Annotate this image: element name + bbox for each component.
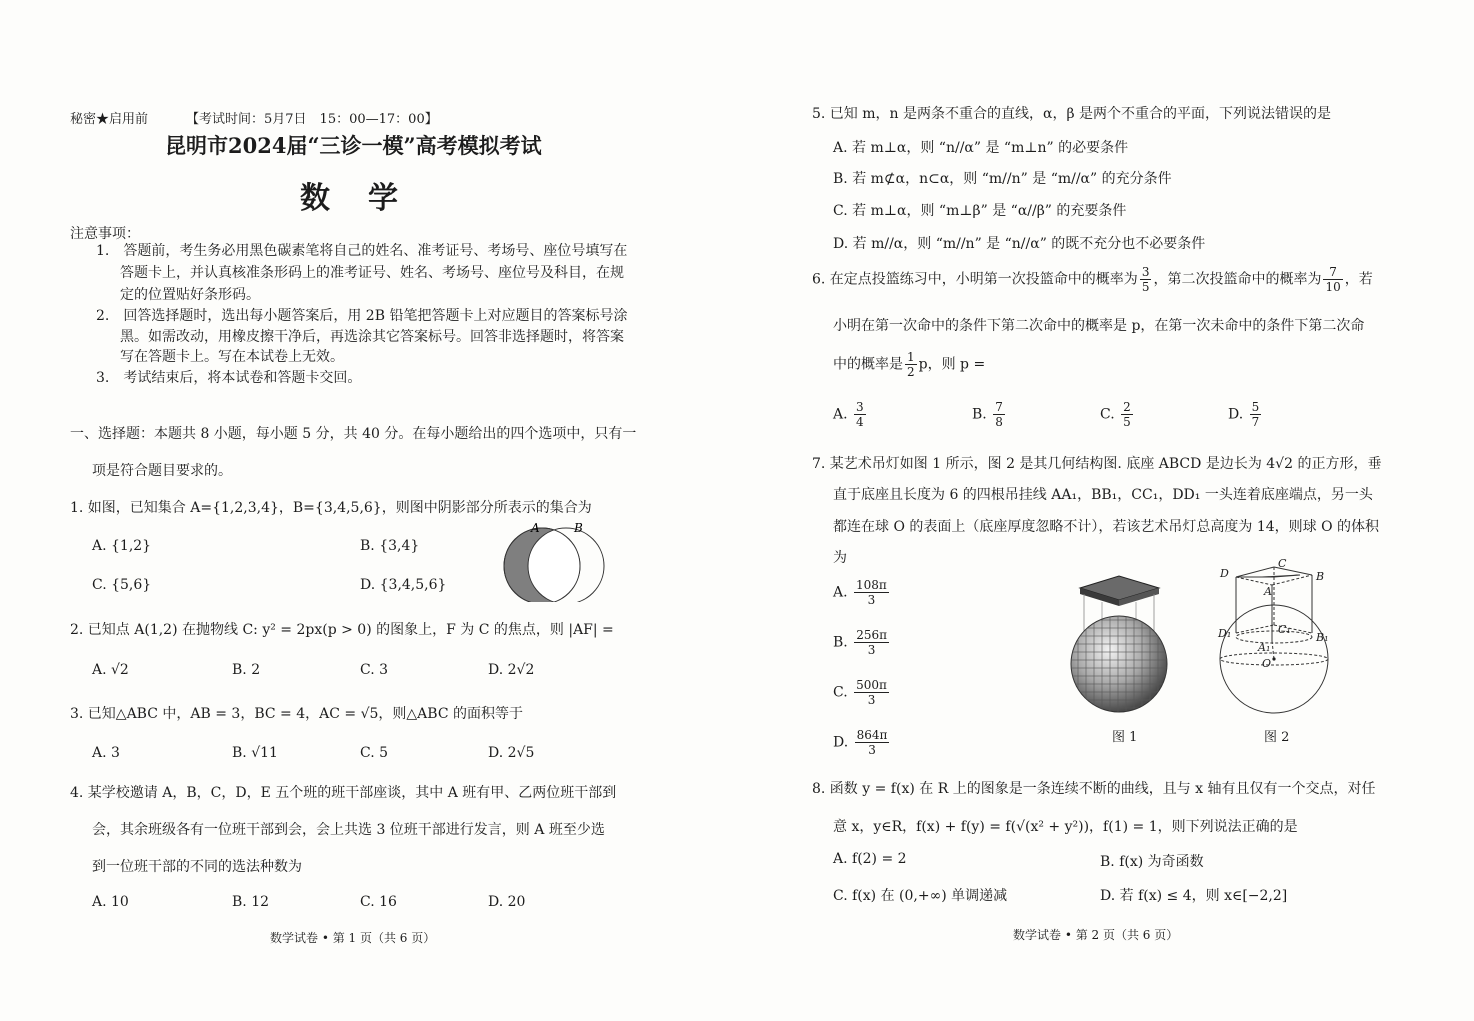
- notice-heading: 注意事项：: [70, 226, 140, 242]
- q6-option-d[interactable]: D. $\frac{5}{7}$: [1228, 400, 1260, 429]
- q3-option-d[interactable]: D. 2√5: [488, 745, 535, 761]
- point-label-c: C: [1278, 557, 1287, 570]
- question-5-stem: 5. 已知 m，n 是两条不重合的直线，α，β 是两个不重合的平面，下列说法错误的是: [812, 106, 1331, 122]
- confidential-mark: 秘密★启用前: [70, 112, 149, 127]
- q5-option-a[interactable]: A. 若 m⊥α，则 “n//α” 是 “m⊥n” 的必要条件: [833, 140, 1129, 156]
- q3-option-c[interactable]: C. 5: [360, 745, 389, 761]
- q2-option-b[interactable]: B. 2: [232, 662, 261, 678]
- point-label-a1: A₁: [1258, 641, 1271, 654]
- notice-item: 1. 答题前，考生务必用黑色碳素笔将自己的姓名、准考证号、考场号、座位号填写在: [96, 243, 628, 259]
- notice-item: 定的位置贴好条形码。: [120, 287, 260, 303]
- question-6-stem-cont: 中的概率是 $\frac{1}{2}$ p，则 p =: [833, 350, 986, 379]
- q1-option-d[interactable]: D. {3,4,5,6}: [360, 577, 447, 593]
- q5-option-d[interactable]: D. 若 m//α，则 “m//n” 是 “n//α” 的既不充分也不必要条件: [833, 236, 1206, 252]
- question-7-stem: 7. 某艺术吊灯如图 1 所示，图 2 是其几何结构图. 底座 ABCD 是边长为 4√2 的正方形，垂: [812, 456, 1382, 472]
- q5-option-b[interactable]: B. 若 m⊄α，n⊂α，则 “m//n” 是 “m//α” 的充分条件: [833, 171, 1172, 187]
- q8-option-d[interactable]: D. 若 f(x) ≤ 4，则 x∈[−2,2]: [1100, 888, 1288, 904]
- question-8-stem-cont: 意 x，y∈R，f(x) + f(y) = f(√(x² + y²))，f(1) = 1，则下列说法正确的是: [833, 819, 1298, 835]
- exam-time: 【考试时间：5月7日 15：00—17：00】: [186, 112, 438, 127]
- q8-option-a[interactable]: A. f(2) = 2: [833, 851, 907, 867]
- venn-label-b: B: [574, 521, 583, 535]
- section-heading-cont: 项是符合题目要求的。: [92, 463, 232, 479]
- figure-2-caption: 图 2: [1264, 730, 1290, 745]
- q6-option-c[interactable]: C. $\frac{2}{5}$: [1100, 400, 1131, 429]
- q4-option-c[interactable]: C. 16: [360, 894, 397, 910]
- q2-option-a[interactable]: A. √2: [92, 662, 129, 678]
- q5-option-c[interactable]: C. 若 m⊥α，则 “m⊥β” 是 “α//β” 的充要条件: [833, 203, 1127, 219]
- q2-option-d[interactable]: D. 2√2: [488, 662, 535, 678]
- point-label-b1: B₁: [1316, 631, 1329, 644]
- page-footer: 数学试卷 • 第 1 页（共 6 页）: [270, 931, 436, 945]
- question-4-stem-cont: 到一位班干部的不同的选法种数为: [92, 859, 302, 875]
- point-label-d: D: [1220, 567, 1229, 580]
- question-7-stem-cont: 直于底座且长度为 6 的四根吊挂线 AA₁，BB₁，CC₁，DD₁ 一头连着底座端点，另一头: [833, 487, 1373, 503]
- question-8-stem: 8. 函数 y = f(x) 在 R 上的图象是一条连续不断的曲线，且与 x 轴有且仅有一个交点，对任: [812, 781, 1376, 797]
- q4-option-b[interactable]: B. 12: [232, 894, 270, 910]
- q7-option-a[interactable]: A. $\frac{108\pi}{3}$: [833, 578, 887, 607]
- subject-title: 数 学: [300, 181, 402, 216]
- question-4-stem: 4. 某学校邀请 A，B，C，D，E 五个班的班干部座谈，其中 A 班有甲、乙两位班干部到: [70, 785, 617, 801]
- question-4-stem-cont: 会，其余班级各有一位班干部到会，会上共选 3 位班干部进行发言，则 A 班至少选: [92, 822, 605, 838]
- venn-diagram: [500, 520, 610, 602]
- notice-item: 2. 回答选择题时，选出每小题答案后，用 2B 铅笔把答题卡上对应题目的答案标号涂: [96, 308, 628, 324]
- q3-option-a[interactable]: A. 3: [92, 745, 120, 761]
- q4-option-a[interactable]: A. 10: [92, 894, 129, 910]
- q6-option-a[interactable]: A. $\frac{3}{4}$: [833, 400, 864, 429]
- notice-item: 黑。如需改动，用橡皮擦干净后，再选涂其它答案标号。回答非选择题时，将答案: [120, 329, 624, 345]
- q4-option-d[interactable]: D. 20: [488, 894, 526, 910]
- fraction: $\frac{7}{10}$: [1325, 265, 1341, 294]
- point-label-c1: C₁: [1278, 623, 1291, 636]
- question-1-stem: 1. 如图，已知集合 A={1,2,3,4}，B={3,4,5,6}，则图中阴影部分所表示的集合为: [70, 500, 592, 516]
- q7-option-b[interactable]: B. $\frac{256\pi}{3}$: [833, 628, 887, 657]
- fraction: $\frac{1}{2}$: [907, 350, 915, 379]
- exam-page-2: [737, 0, 1474, 1021]
- point-label-a: A: [1264, 585, 1272, 598]
- point-label-o: O: [1262, 657, 1272, 670]
- figure-1-lamp: [1062, 572, 1177, 722]
- question-6-stem-cont: 小明在第一次命中的条件下第二次命中的概率是 p，在第一次未命中的条件下第二次命: [833, 318, 1365, 334]
- point-label-b: B: [1316, 570, 1325, 583]
- question-6-stem: 6. 在定点投篮练习中，小明第一次投篮命中的概率为 $\frac{3}{5}$ ，第二次投篮命中的概率为 $\frac{7}{10}$ ，若: [812, 265, 1373, 294]
- q2-option-c[interactable]: C. 3: [360, 662, 389, 678]
- notice-item: 3. 考试结束后，将本试卷和答题卡交回。: [96, 370, 362, 386]
- q7-option-c[interactable]: C. $\frac{500\pi}{3}$: [833, 678, 887, 707]
- notice-item: 答题卡上，并认真核准条形码上的准考证号、姓名、考场号、座位号及科目，在规: [120, 265, 624, 281]
- q1-option-a[interactable]: A. {1,2}: [92, 538, 152, 554]
- figure-1-caption: 图 1: [1112, 730, 1138, 745]
- notice-item: 写在答题卡上。写在本试卷上无效。: [120, 349, 344, 365]
- section-heading: 一、选择题：本题共 8 小题，每小题 5 分，共 40 分。在每小题给出的四个选项中，只有一: [70, 426, 637, 442]
- q1-option-c[interactable]: C. {5,6}: [92, 577, 152, 593]
- page-footer: 数学试卷 • 第 2 页（共 6 页）: [1013, 928, 1179, 942]
- question-2-stem: 2. 已知点 A(1,2) 在抛物线 C: y² = 2px(p > 0) 的图象上，F 为 C 的焦点，则 |AF| =: [70, 622, 614, 638]
- point-label-d1: D₁: [1218, 627, 1232, 640]
- fraction: $\frac{3}{5}$: [1141, 265, 1150, 294]
- question-3-stem: 3. 已知△ABC 中，AB = 3，BC = 4，AC = √5，则△ABC 的面积等于: [70, 706, 523, 722]
- venn-label-a: A: [531, 521, 540, 535]
- q8-option-c[interactable]: C. f(x) 在 (0,+∞) 单调递减: [833, 888, 1008, 904]
- exam-title: 昆明市2024届“三诊一模”高考模拟考试: [165, 133, 542, 158]
- question-7-stem-cont: 为: [833, 550, 847, 566]
- q7-option-d[interactable]: D. $\frac{864\pi}{3}$: [833, 728, 888, 757]
- question-7-stem-cont: 都连在球 O 的表面上（底座厚度忽略不计），若该艺术吊灯总高度为 14，则球 O 的体积: [833, 519, 1380, 535]
- q1-option-b[interactable]: B. {3,4}: [360, 538, 420, 554]
- q6-option-b[interactable]: B. $\frac{7}{8}$: [972, 400, 1003, 429]
- q3-option-b[interactable]: B. √11: [232, 745, 278, 761]
- figure-2-structure: [1212, 555, 1332, 725]
- q8-option-b[interactable]: B. f(x) 为奇函数: [1100, 854, 1204, 870]
